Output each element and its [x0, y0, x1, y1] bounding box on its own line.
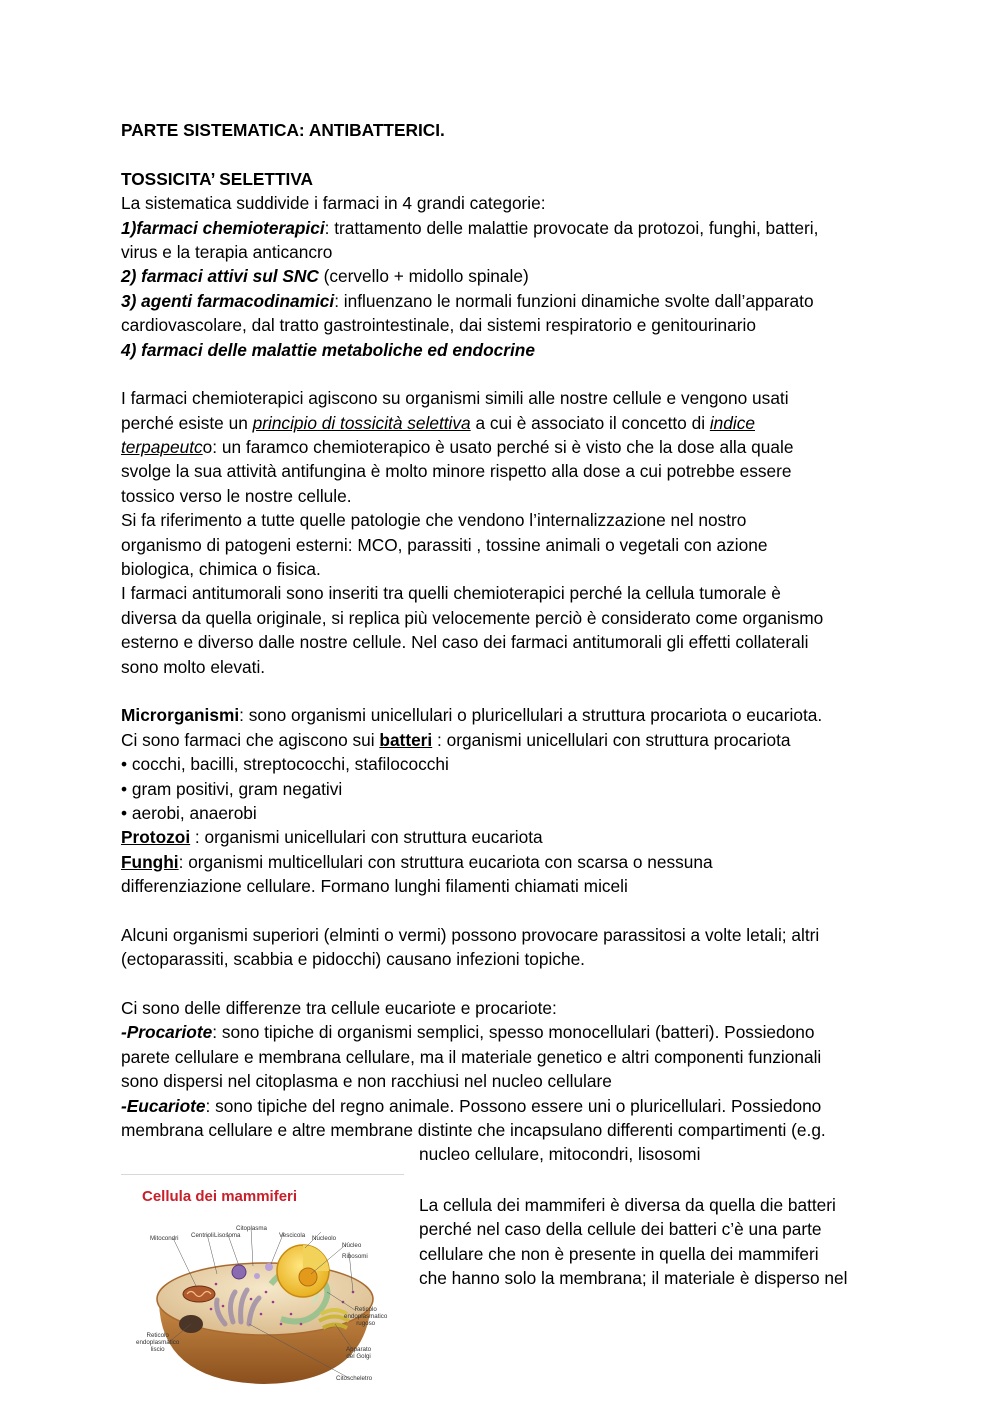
- category-1-cont: virus e la terapia anticancro: [121, 241, 333, 262]
- paragraph-line: perché nel caso della cellule dei batteri c’è una parte: [419, 1219, 822, 1240]
- paragraph-line: Ci sono delle differenze tra cellule eucariote e procariote:: [121, 998, 557, 1019]
- bacteria-label: batteri: [379, 729, 433, 750]
- text-span: Ci sono farmaci che agiscono sui: [121, 729, 380, 750]
- label-nucleo: Nucleo: [342, 1242, 362, 1249]
- microorganisms-label: Microrganismi: [121, 705, 240, 726]
- category-2-text: (cervello + midollo spinale): [318, 266, 529, 287]
- label-citoscheletro: Citoscheletro: [336, 1375, 373, 1382]
- paragraph-line: esterno e diverso dalle nostre cellule. Nel caso dei farmaci antitumorali gli effetti collaterali: [121, 632, 809, 653]
- label-mitocondri: Mitocondri: [150, 1235, 179, 1242]
- paragraph-line: tossico verso le nostre cellule.: [121, 485, 352, 506]
- mitochondrion-shape: [183, 1286, 215, 1302]
- fungi-label: Funghi: [121, 851, 179, 872]
- right-column-text: [419, 1193, 889, 1291]
- paragraph-line: diversa da quella originale, si replica più velocemente perciò è considerato come organismo: [121, 607, 824, 628]
- label-centrioli: Centrioli: [191, 1232, 214, 1239]
- label-reticolo-liscio: Reticolo endoplasmatico liscio: [136, 1332, 180, 1353]
- paragraph-line: Alcuni organismi superiori (elminti o vermi) possono provocare parassitosi a volte letali; altri: [121, 924, 820, 945]
- text-span: perché esiste un: [121, 412, 253, 433]
- category-2-label: 2) farmaci attivi sul SNC: [121, 266, 319, 287]
- document-body: [121, 118, 891, 1142]
- text-span: : organismi multicellulari con struttura eucariota con scarsa o nessuna: [178, 851, 713, 872]
- eukaryote-label: -Eucariote: [121, 1095, 206, 1116]
- eukaryote-line-cont: nucleo cellulare, mitocondri, lisosomi: [419, 1144, 701, 1164]
- eukaryote-line: [121, 1094, 891, 1118]
- paragraph-line: cellulare che non è presente in quella dei mammiferi: [419, 1243, 819, 1264]
- protozoa-label: Protozoi: [121, 827, 191, 848]
- paragraph-line: [121, 411, 891, 435]
- label-lisosoma: Lisosoma: [214, 1232, 241, 1239]
- text-span: : organismi unicellulari con struttura eucariota: [190, 827, 543, 848]
- microorganisms-line: [121, 703, 891, 727]
- eukaryote-line-cont: membrana cellulare e altre membrane distinte che incapsulano differenti compartimenti (e.g.: [121, 1120, 826, 1141]
- paragraph-line: organismo di patogeni esterni: MCO, parassiti , tossine animali o vegetali con azione: [121, 534, 768, 555]
- nucleolus-shape: [299, 1268, 317, 1286]
- category-3-cont: cardiovascolare, dal tratto gastrointestinale, dai sistemi respiratorio e genitourinario: [121, 315, 756, 336]
- category-3: [121, 289, 891, 313]
- paragraph-line: biologica, chimica o fisica.: [121, 559, 321, 580]
- figure-title: Cellula dei mammiferi: [142, 1188, 298, 1205]
- category-3-label: 3) agenti farmacodinamici: [121, 290, 335, 311]
- label-vescicola: Vescicola: [279, 1232, 306, 1239]
- text-span: : sono tipiche di organismi semplici, spesso monocellulari (batteri). Possiedono: [212, 1022, 815, 1043]
- therapeutic-index-link-cont: terpapeutc: [121, 437, 203, 458]
- paragraph-line: I farmaci chemioterapici agiscono su organismi simili alle nostre cellule e vengono usati: [121, 388, 789, 409]
- bullet-item: • cocchi, bacilli, streptococchi, stafilococchi: [121, 754, 449, 775]
- label-citoplasma: Citoplasma: [236, 1225, 267, 1232]
- label-ribosomi: Ribosomi: [342, 1253, 368, 1260]
- text-span: : organismi unicellulari con struttura procariota: [432, 729, 791, 750]
- category-1-label: 1)farmaci chemioterapici: [121, 217, 325, 238]
- label-nucleolo: Nucleolo: [312, 1235, 337, 1242]
- prokaryote-line: [121, 1020, 891, 1044]
- paragraph-line: svolge la sua attività antifungina è molto minore rispetto alla dose a cui potrebbe essere: [121, 461, 792, 482]
- section-heading: TOSSICITA’ SELETTIVA: [121, 168, 314, 189]
- prokaryote-line-cont: parete cellulare e membrana cellulare, ma il materiale genetico e altri componenti funzionali: [121, 1046, 822, 1067]
- protozoa-line: [121, 825, 891, 849]
- paragraph-line: [121, 435, 891, 459]
- category-3-text: : influenzano le normali funzioni dinamiche svolte dall’apparato: [334, 290, 814, 311]
- paragraph-line: che hanno solo la membrana; il materiale è disperso nel: [419, 1268, 848, 1289]
- prokaryote-line-cont: sono dispersi nel citoplasma e non racchiusi nel nucleo cellulare: [121, 1071, 612, 1092]
- text-span: o: un faramco chemioterapico è usato perché si è visto che la dose alla quale: [202, 437, 794, 458]
- selective-toxicity-link: principio di tossicità selettiva: [252, 412, 471, 433]
- paragraph-line: La cellula dei mammiferi è diversa da quella die batteri: [419, 1195, 836, 1215]
- category-4: 4) farmaci delle malattie metaboliche ed endocrine: [121, 339, 535, 360]
- paragraph-line: I farmaci antitumorali sono inseriti tra quelli chemioterapici perché la cellula tumorale è: [121, 583, 781, 604]
- text-span: : sono organismi unicellulari o pluricellulari a struttura procariota o eucariota.: [239, 705, 823, 726]
- label-reticolo-rugoso: Reticolo endoplasmatico rugoso: [344, 1306, 388, 1327]
- label-golgi: Apparato del Golgi: [346, 1346, 372, 1360]
- therapeutic-index-link: indice: [709, 412, 755, 433]
- bullet-item: • gram positivi, gram negativi: [121, 778, 343, 799]
- bullet-item: • aerobi, anaerobi: [121, 802, 257, 823]
- fungi-line: [121, 850, 891, 874]
- paragraph-line: (ectoparassiti, scabbia e pidocchi) causano infezioni topiche.: [121, 949, 585, 970]
- paragraph-line: sono molto elevati.: [121, 656, 266, 677]
- intro-line: La sistematica suddivide i farmaci in 4 grandi categorie:: [121, 193, 546, 214]
- bacteria-line: [121, 728, 891, 752]
- text-span: : sono tipiche del regno animale. Possono essere uni o pluricellulari. Possiedono: [205, 1095, 822, 1116]
- document-title: PARTE SISTEMATICA: ANTIBATTERICI.: [121, 120, 445, 140]
- category-2: [121, 264, 891, 288]
- category-1: [121, 216, 891, 240]
- category-1-text: : trattamento delle malattie provocate da protozoi, funghi, batteri,: [324, 217, 819, 238]
- prokaryote-label: -Procariote: [121, 1022, 213, 1043]
- text-span: a cui è associato il concetto di: [470, 412, 710, 433]
- paragraph-line: Si fa riferimento a tutte quelle patologie che vendono l’internalizzazione nel nostro: [121, 510, 747, 531]
- fungi-line-cont: differenziazione cellulare. Formano lunghi filamenti chiamati miceli: [121, 876, 628, 897]
